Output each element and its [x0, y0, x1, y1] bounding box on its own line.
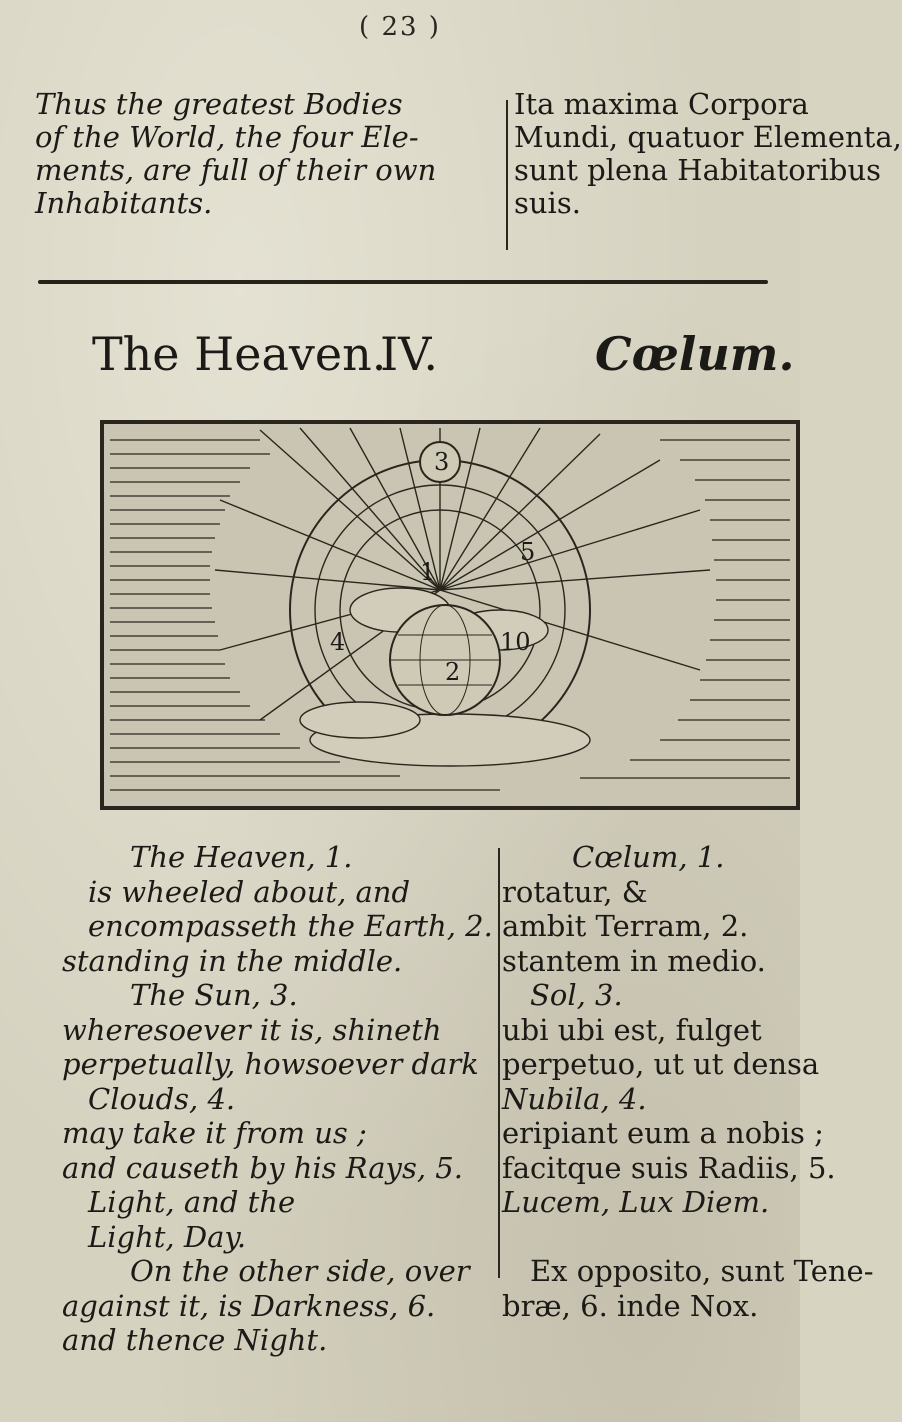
column-divider — [506, 100, 508, 250]
text-line: perpetually, howsoever dark — [62, 1047, 479, 1081]
text-line: bræ, 6. inde Nox. — [502, 1288, 759, 1323]
figure-label: 3 — [434, 448, 450, 476]
chapter-heading-latin: Cœlum. — [595, 327, 795, 381]
page-number: ( 23 ) — [359, 12, 441, 42]
text-line: encompasseth the Earth, 2. — [88, 909, 493, 943]
text-line: Light, and the — [88, 1185, 296, 1219]
text-line: Mundi, quatuor Elementa, — [514, 120, 902, 154]
chapter-heading-english: The Heaven. — [92, 327, 387, 381]
text-line: perpetuo, ut ut densa — [502, 1047, 820, 1081]
text-line — [502, 1220, 802, 1255]
text-line: Nubila, 4. — [502, 1081, 647, 1116]
top-latin-column — [514, 87, 902, 220]
text-line: sunt plena Habitatoribus — [514, 153, 882, 187]
text-line: Lucem, Lux Diem. — [502, 1185, 770, 1219]
text-line: Sol, 3. — [530, 978, 623, 1012]
text-line: stantem in medio. — [502, 943, 766, 978]
text-line: wheresoever it is, shineth — [62, 1012, 442, 1047]
text-line: rotatur, & — [502, 874, 648, 909]
text-line: eripiant eum a nobis ; — [502, 1116, 824, 1150]
text-line: Thus the greatest Bodies — [35, 87, 403, 121]
body-english-column — [60, 840, 520, 1358]
text-line: facitque suis Radiis, 5. — [502, 1150, 836, 1185]
text-line: ments, are full of their own — [35, 153, 437, 187]
horizontal-rule — [38, 280, 768, 284]
text-line: ubi ubi est, fulget — [502, 1012, 762, 1047]
text-line: suis. — [514, 186, 581, 220]
body-latin-column — [502, 840, 874, 1323]
column-divider — [498, 848, 500, 1278]
heaven-engraving — [100, 420, 800, 810]
text-line: standing in the middle. — [62, 943, 403, 978]
text-line: Cœlum, 1. — [572, 840, 725, 874]
figure-label: 5 — [520, 538, 536, 566]
text-line: Clouds, 4. — [88, 1081, 236, 1116]
text-line: The Sun, 3. — [130, 978, 298, 1012]
figure-label: 2 — [445, 658, 461, 686]
figure-label: 1 — [420, 558, 436, 586]
text-line: of the World, the four Ele- — [35, 120, 419, 154]
text-line: On the other side, over — [130, 1254, 470, 1288]
text-line: and thence Night. — [62, 1323, 328, 1357]
figure-label: 10 — [500, 628, 531, 656]
text-line: The Heaven, 1. — [130, 840, 353, 874]
chapter-number: IV. — [380, 327, 438, 381]
figure-label: 4 — [330, 628, 346, 656]
text-line: against it, is Darkness, 6. — [62, 1288, 436, 1323]
text-line: Light, Day. — [88, 1219, 247, 1254]
text-line: may take it from us ; — [62, 1116, 367, 1150]
top-english-column — [35, 88, 505, 220]
text-line: Ita maxima Corpora — [514, 87, 809, 121]
text-line: is wheeled about, and — [88, 874, 411, 909]
text-line: and causeth by his Rays, 5. — [62, 1150, 463, 1185]
text-line: Ex opposito, sunt Tene- — [530, 1254, 874, 1288]
text-line: ambit Terram, 2. — [502, 909, 749, 943]
text-line: Inhabitants. — [35, 186, 213, 220]
